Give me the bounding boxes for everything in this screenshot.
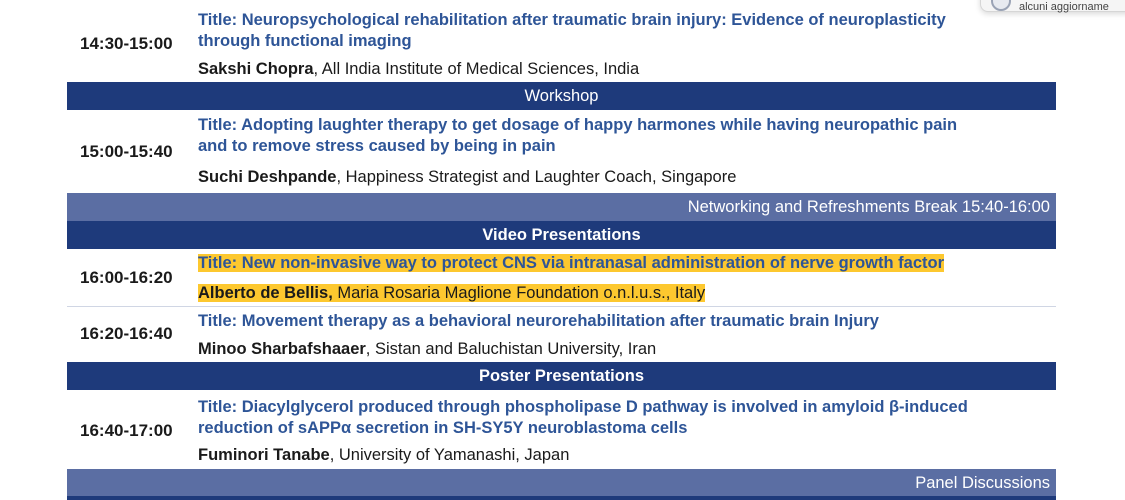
panel-discussions-bar: Panel Discussions [67, 469, 1056, 497]
session-title [198, 253, 1048, 274]
speaker-name: Fuminori Tanabe [198, 446, 330, 464]
session-speaker [198, 167, 736, 188]
session-speaker [198, 339, 656, 360]
session-title-line: Title: Adopting laughter therapy to get dosage of happy harmones while having neuropathic pain [198, 116, 958, 134]
session-speaker [198, 283, 705, 304]
session-title-line: and to remove stress caused by being in pain [198, 137, 556, 155]
session-title [198, 115, 1048, 157]
row-divider [67, 306, 1056, 307]
speaker-name: Suchi Deshpande [198, 168, 337, 186]
speaker-affiliation: , University of Yamanashi, Japan [329, 446, 570, 464]
session-time: 14:30-15:00 [80, 34, 173, 53]
bottom-strip [67, 496, 1056, 500]
session-title-line: through functional imaging [198, 32, 412, 50]
speaker-affiliation: , Happiness Strategist and Laughter Coach, Singapore [336, 168, 737, 186]
session-title [198, 10, 1048, 52]
session-title-line: Title: Movement therapy as a behavioral neurorehabilitation after traumatic brain Injury [198, 312, 879, 330]
break-bar: Networking and Refreshments Break 15:40-16:00 [67, 193, 1056, 221]
speaker-name: Sakshi Chopra [198, 60, 314, 78]
speaker-name: Alberto de Bellis, [198, 284, 333, 302]
session-title [198, 397, 1048, 439]
session-title-line: Title: Neuropsychological rehabilitation after traumatic brain injury: Evidence of neuroplasticity [198, 11, 946, 29]
session-title-line: Title: Diacylglycerol produced through phospholipase D pathway is involved in amyloid β-induced [198, 398, 968, 416]
workshop-bar: Workshop [67, 82, 1056, 110]
video-presentations-bar: Video Presentations [67, 221, 1056, 249]
session-speaker [198, 59, 639, 80]
session-time: 16:20-16:40 [80, 324, 173, 343]
session-time: 16:00-16:20 [80, 268, 173, 287]
session-title-line: Title: New non-invasive way to protect CNS via intranasal administration of nerve growth factor [198, 254, 945, 272]
session-time: 15:00-15:40 [80, 142, 173, 161]
speaker-name: Minoo Sharbafshaaer [198, 340, 366, 358]
speaker-affiliation: , All India Institute of Medical Sciences, India [313, 60, 640, 78]
session-title [198, 311, 1048, 332]
speaker-affiliation: Maria Rosaria Maglione Foundation o.n.l.u.s., Italy [332, 284, 706, 302]
speaker-affiliation: , Sistan and Baluchistan University, Iran [365, 340, 657, 358]
notification-text: alcuni aggiorname [1019, 1, 1109, 13]
session-speaker [198, 445, 569, 466]
poster-presentations-bar: Poster Presentations [67, 362, 1056, 390]
session-title-line: reduction of sAPPα secretion in SH-SY5Y neuroblastoma cells [198, 419, 688, 437]
session-time: 16:40-17:00 [80, 421, 173, 440]
